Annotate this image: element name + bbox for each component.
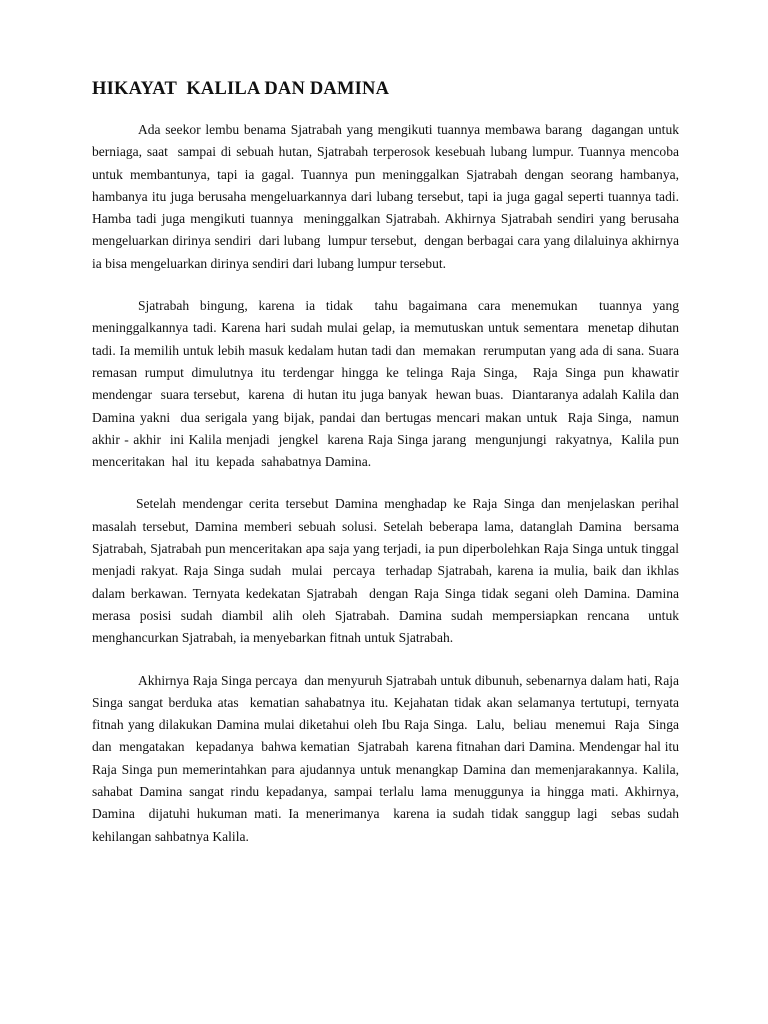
document-page [92, 78, 686, 868]
paragraph-3: Setelah mendengar cerita tersebut Damina menghadap ke Raja Singa dan menjelaskan perihal masalah tersebut, Damina memberi sebuah solusi. Setelah beberapa lama, datanglah Damina bersama Sjatrabah, Sjatrabah pun menceritakan apa saja yang terjadi, ia pun diperbolehkan Raja Singa untuk tinggal menjadi rakyat. Raja Singa sudah mulai percaya terhadap Sjatrabah, karena ia mulia, baik dan ikhlas dalam berkawan. Ternyata kedekatan Sjatrabah dengan Raja Singa tidak segani oleh Damina. Damina merasa posisi sudah diambil alih oleh Sjatrabah. Damina sudah mempersiapkan rencana untuk menghancurkan Sjatrabah, ia menyebarkan fitnah untuk Sjatrabah. [92, 496, 686, 646]
document-title: HIKAYAT KALILA DAN DAMINA [92, 79, 390, 99]
paragraph-2: Sjatrabah bingung, karena ia tidak tahu bagaimana cara menemukan tuannya yang meninggalkannya tadi. Karena hari sudah mulai gelap, ia memutuskan untuk sementara menetap dihutan tadi. Ia memilih untuk lebih masuk kedalam hutan tadi dan memakan rerumputan yang ada di sana. Suara remasan rumput dimulutnya itu terdengar hingga ke telinga Raja Singa, Raja Singa pun khawatir mendengar suara tersebut, karena di hutan itu juga banyak hewan buas. Diantaranya adalah Kalila dan Damina yakni dua serigala yang bijak, pandai dan bertugas mencari makan untuk Raja Singa, namun akhir - akhir ini Kalila menjadi jengkel karena Raja Singa jarang mengunjungi rakyatnya, Kalila pun menceritakan hal itu kepada sahabatnya Damina. [92, 298, 686, 470]
paragraph-1: Ada seekor lembu benama Sjatrabah yang mengikuti tuannya membawa barang dagangan untuk berniaga, saat sampai di sebuah hutan, Sjatrabah terperosok kesebuah lubang lumpur. Tuannya mencoba untuk membantunya, tapi ia gagal. Tuannya pun meninggalkan Sjatrabah dengan seorang hambanya, hambanya itu juga berusaha mengeluarkannya dari lubang tersebut, tapi ia juga gagal seperti tuannya tadi. Hamba tadi juga mengikuti tuannya meninggalkan Sjatrabah. Akhirnya Sjatrabah sendiri yang berusaha mengeluarkan dirinya sendiri dari lubang lumpur tersebut, dengan berbagai cara yang dilaluinya akhirnya ia bisa mengeluarkan dirinya sendiri dari lubang lumpur tersebut. [92, 122, 683, 271]
paragraph-4: Akhirnya Raja Singa percaya dan menyuruh Sjatrabah untuk dibunuh, sebenarnya dalam hati, Raja Singa sangat berduka atas kematian sahabatnya itu. Kejahatan tidak akan selamanya tertutupi, ternyata fitnah yang dilakukan Damina mulai diketahui oleh Ibu Raja Singa. Lalu, beliau menemui Raja Singa dan mengatakan kepadanya bahwa kematian Sjatrabah karena fitnahan dari Damina. Mendengar hal itu Raja Singa pun memerintahkan para ajudannya untuk menangkap Damina dan memenjarakannya. Kalila, sahabat Damina sangat rindu kepadanya, sampai terlalu lama menuggunya ia hingga mati. Akhirnya, Damina dijatuhi hukuman mati. Ia menerimanya karena ia sudah tidak sanggup lagi sebas sudah kehilangan sahbatnya Kalila. [92, 672, 686, 844]
